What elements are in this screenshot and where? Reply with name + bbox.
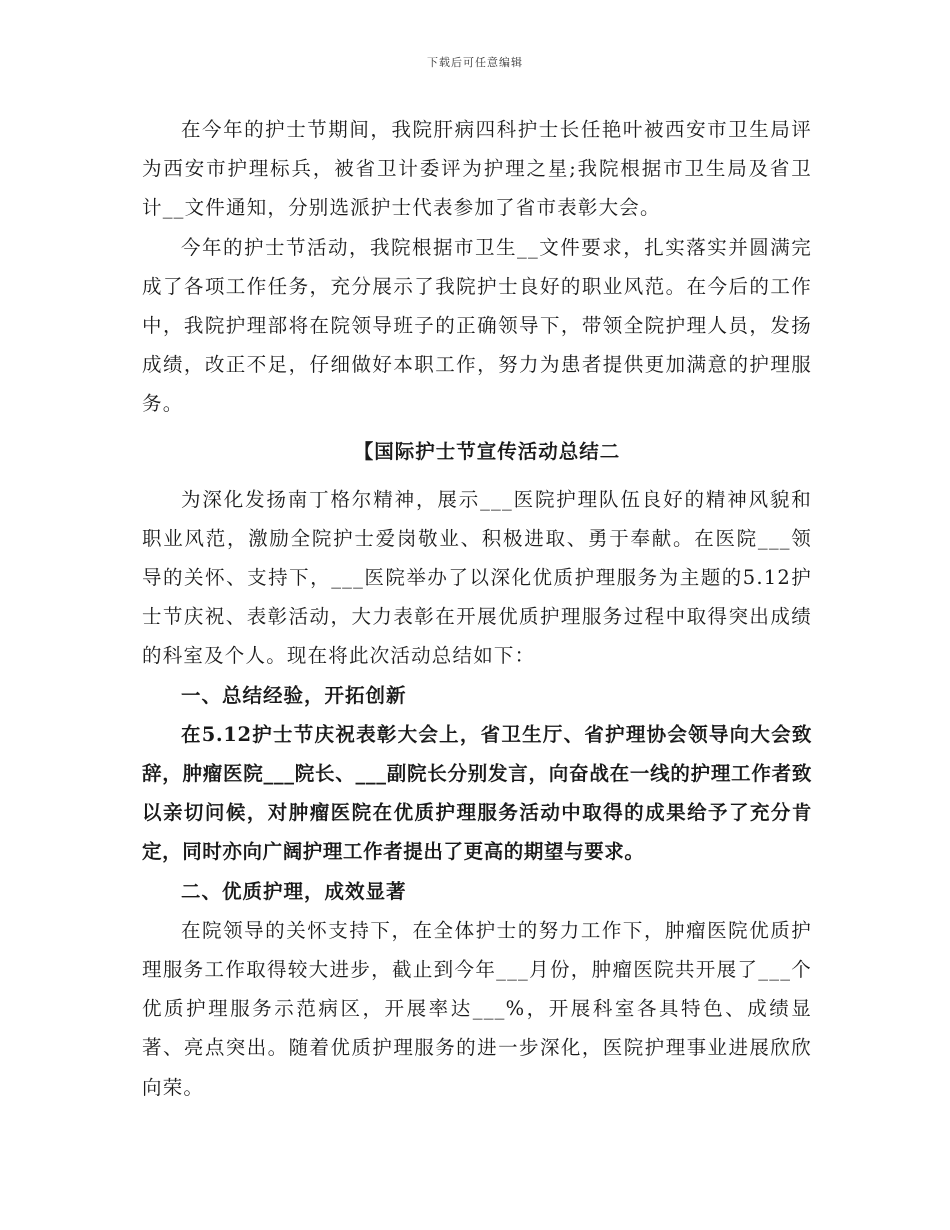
paragraph-activity-summary: 今年的护士节活动，我院根据市卫生__文件要求，扎实落实并圆满完成了各项工作任务，充分展示了我院护士良好的职业风范。在今后的工作中，我院护理部将在院领导班子的正确领导下，带领全院护理人员，发扬成绩，改正不足，仔细做好本职工作，努力为患者提供更加满意的护理服务。 [142,235,812,416]
heading-quality-care: 二、优质护理，成效显著 [181,879,407,903]
section-title: 【国际护士节宣传活动总结二 [353,439,621,463]
page-header: 下载后可任意编辑 [427,56,523,69]
paragraph-nurse-award: 在今年的护士节期间，我院肝病四科护士长任艳叶被西安市卫生局评为西安市护理标兵，被省卫计委评为护理之星;我院根据市卫生局及省卫计__文件通知，分别选派护士代表参加了省市表彰大会。 [142,118,812,220]
paragraph-intro: 为深化发扬南丁格尔精神，展示___医院护理队伍良好的精神风貌和职业风范，激励全院护士爱岗敬业、积极进取、勇于奉献。在医院___领导的关怀、支持下，___医院举办了以深化优质护理服务为主题的5.12护士节庆祝、表彰活动，大力表彰在开展优质护理服务过程中取得突出成绩的科室及个人。现在将此次活动总结如下： [142,487,812,668]
heading-experience: 一、总结经验，开拓创新 [181,683,407,707]
document-body [142,110,812,1107]
paragraph-conference: 在5.12护士节庆祝表彰大会上，省卫生厅、省护理协会领导向大会致辞，肿瘤医院___院长、___副院长分别发言，向奋战在一线的护理工作者致以亲切问候，对肿瘤医院在优质护理服务活动中取得的成果给予了充分肯定，同时亦向广阔护理工作者提出了更高的期望与要求。 [142,722,812,864]
paragraph-quality-results: 在院领导的关怀支持下，在全体护士的努力工作下，肿瘤医院优质护理服务工作取得较大进步，截止到今年___月份，肿瘤医院共开展了___个优质护理服务示范病区，开展率达___%，开展科室各具特色、成绩显著、亮点突出。随着优质护理服务的进一步深化，医院护理事业进展欣欣向荣。 [142,918,812,1099]
